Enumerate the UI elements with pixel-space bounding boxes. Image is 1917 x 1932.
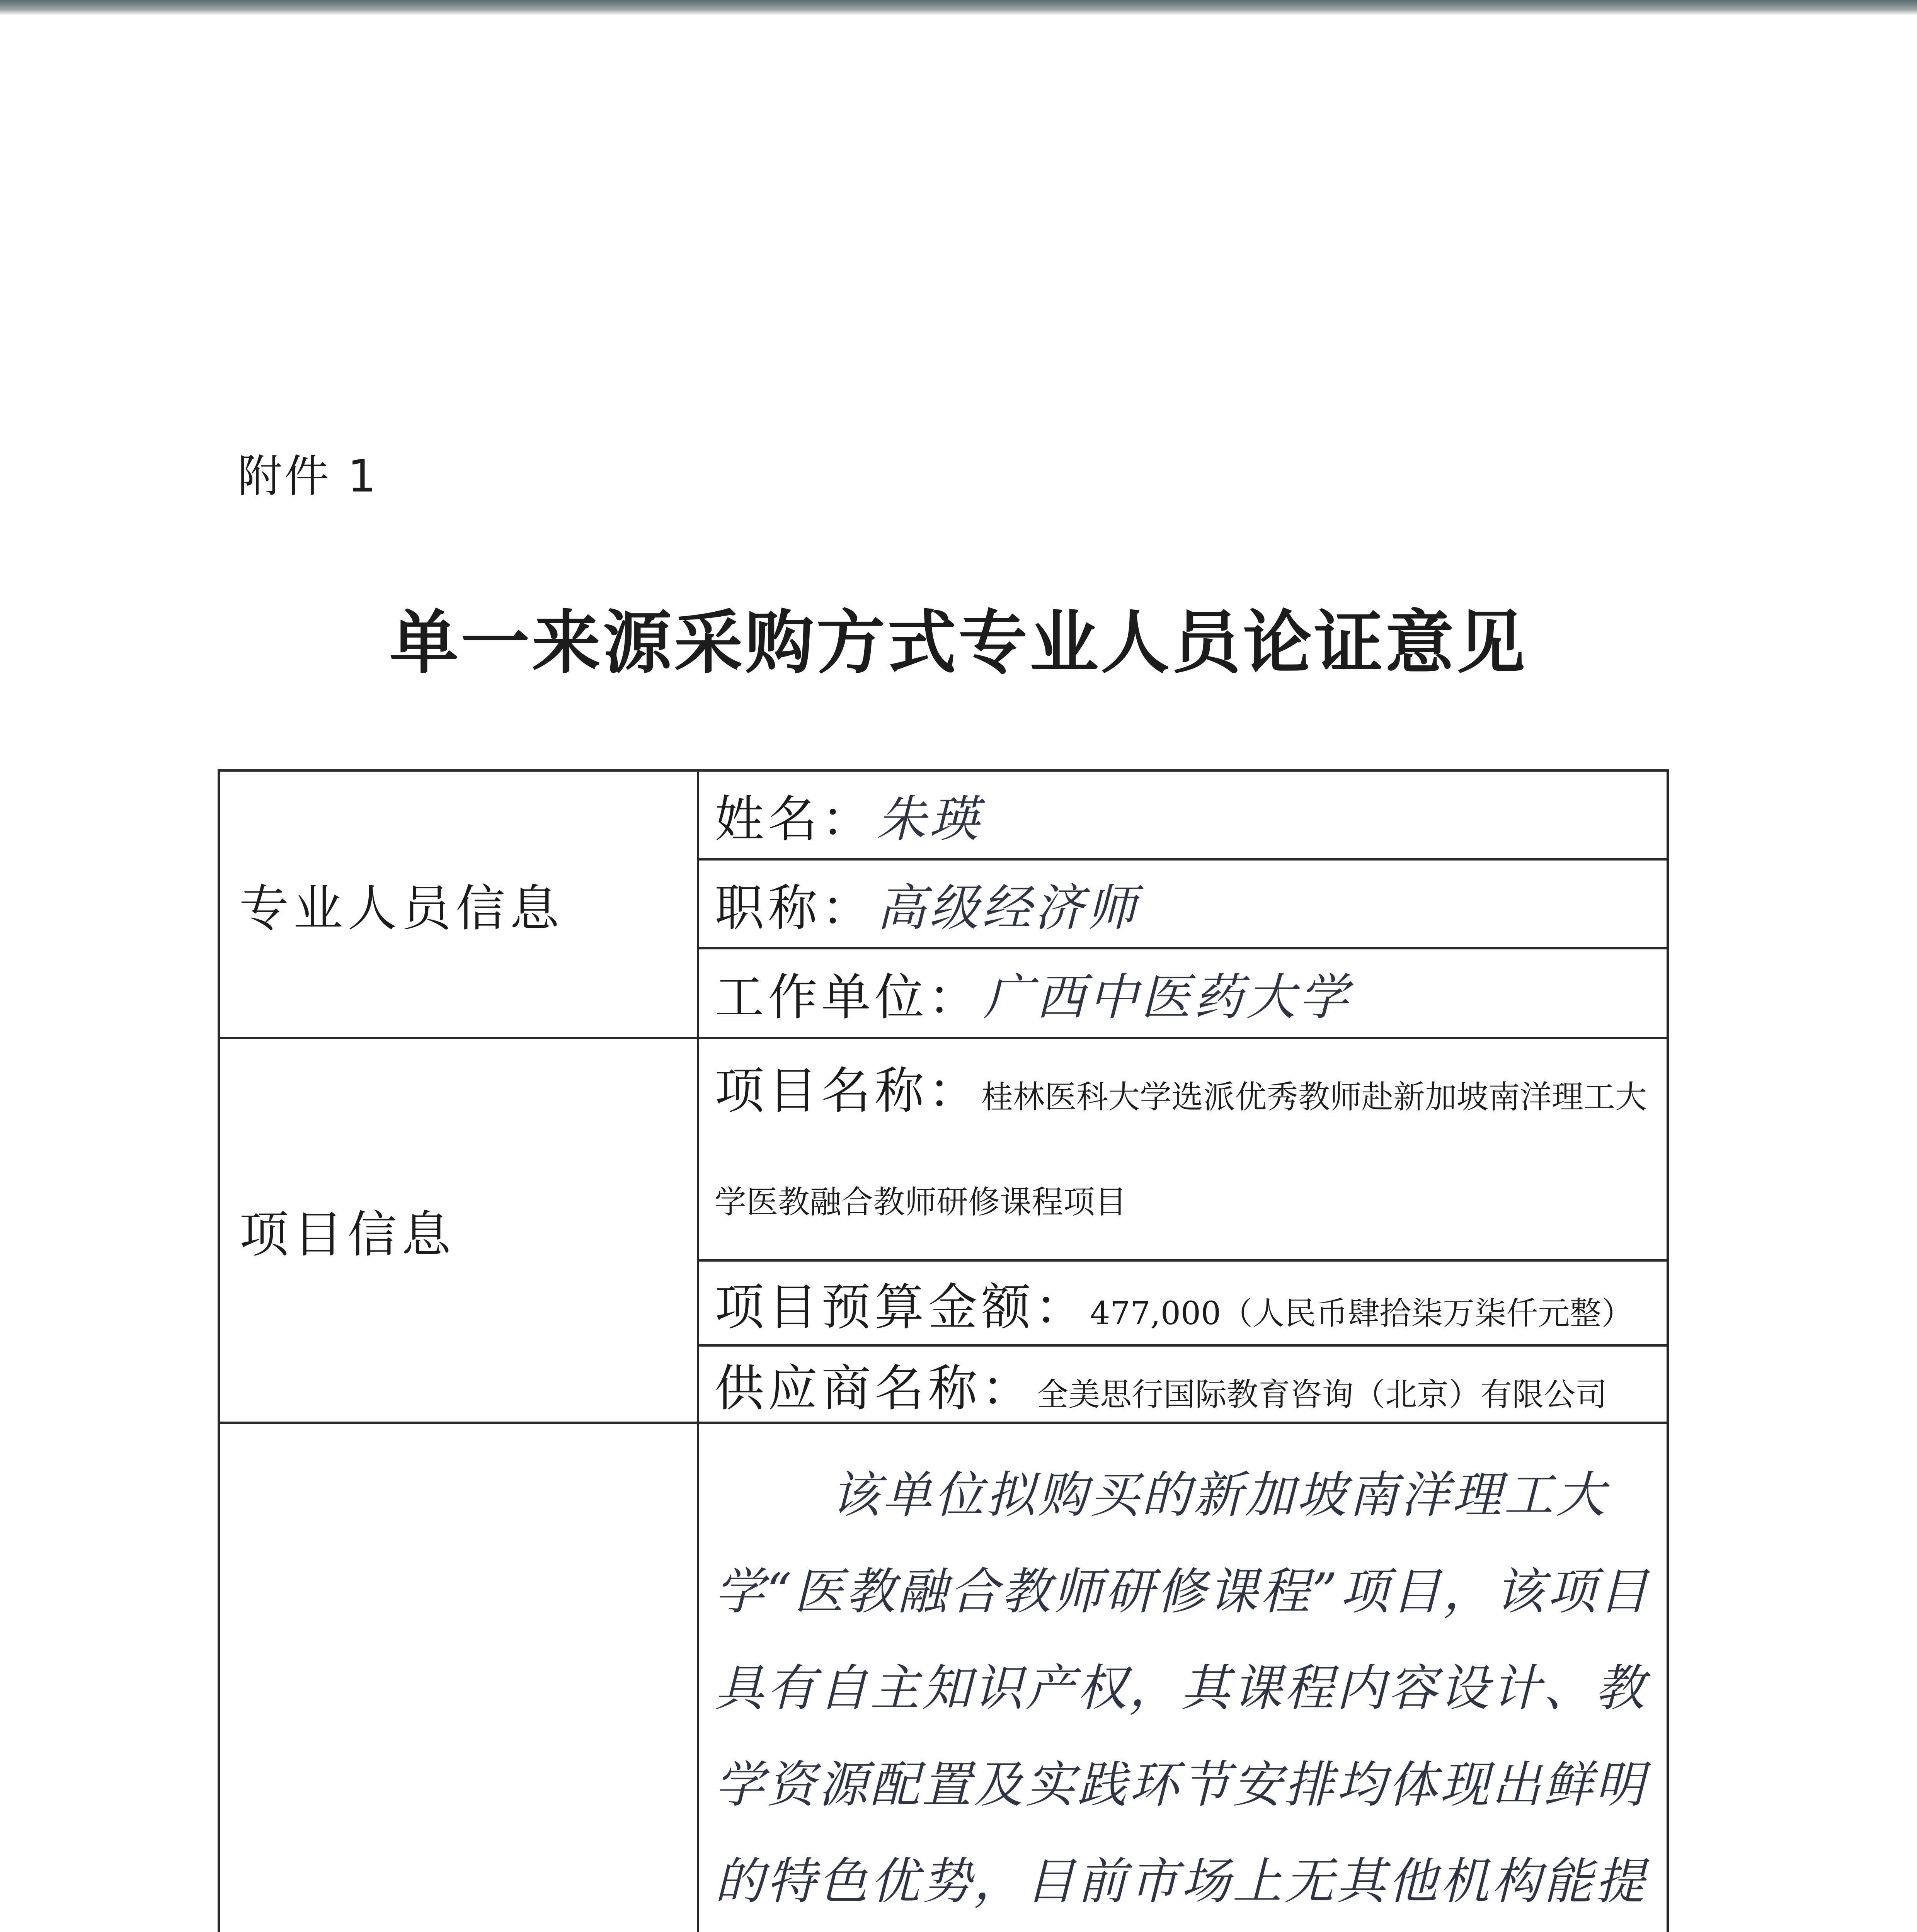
name-field: [698, 770, 1668, 859]
name-label: 姓名：: [715, 791, 875, 848]
expert-info-section-label: 专业人员信息: [219, 770, 698, 1038]
title-value: 高级经济师: [877, 879, 1140, 937]
budget-field: [698, 1260, 1668, 1345]
project-info-section-label: 项目信息: [219, 1038, 698, 1423]
employer-field: [698, 948, 1668, 1038]
title-field: [698, 859, 1668, 948]
opinion-section-label: [219, 1423, 698, 1932]
supplier-field: [698, 1345, 1668, 1423]
title-label: 职称：: [715, 879, 875, 937]
supplier-label: 供应商名称：: [715, 1360, 1035, 1417]
expert-opinion-form: [218, 769, 1669, 1932]
opinion-text: [698, 1423, 1668, 1932]
project-name-field: [698, 1038, 1668, 1260]
budget-value: 477,000（人民币肆拾柒万柒仟元整）: [1090, 1295, 1633, 1332]
project-name-label: 项目名称：: [715, 1062, 982, 1120]
name-value: 朱瑛: [877, 791, 982, 848]
supplier-value: 全美思行国际教育咨询（北京）有限公司: [1037, 1376, 1607, 1413]
opinion-paragraph: 该单位拟购买的新加坡南洋理工大学“医教融合教师研修课程”项目，该项目具有自主知识产权，其课程内容设计、教学资源配置及实践环节安排均体现出鲜明的特色优势，目前市场上无其他机构能提: [715, 1466, 1650, 1910]
budget-label: 项目预算金额：: [715, 1279, 1088, 1336]
scan-edge: [0, 0, 1917, 15]
document-title: 单一来源采购方式专业人员论证意见: [390, 602, 1527, 683]
employer-value: 广西中医药大学: [983, 969, 1352, 1026]
employer-label: 工作单位：: [715, 969, 982, 1026]
attachment-label: 附件 1: [238, 451, 378, 502]
project-name-value: 桂林医科大学选派优秀教师赴新加坡南洋理工大学医教融合教师研修课程项目: [715, 1079, 1647, 1221]
